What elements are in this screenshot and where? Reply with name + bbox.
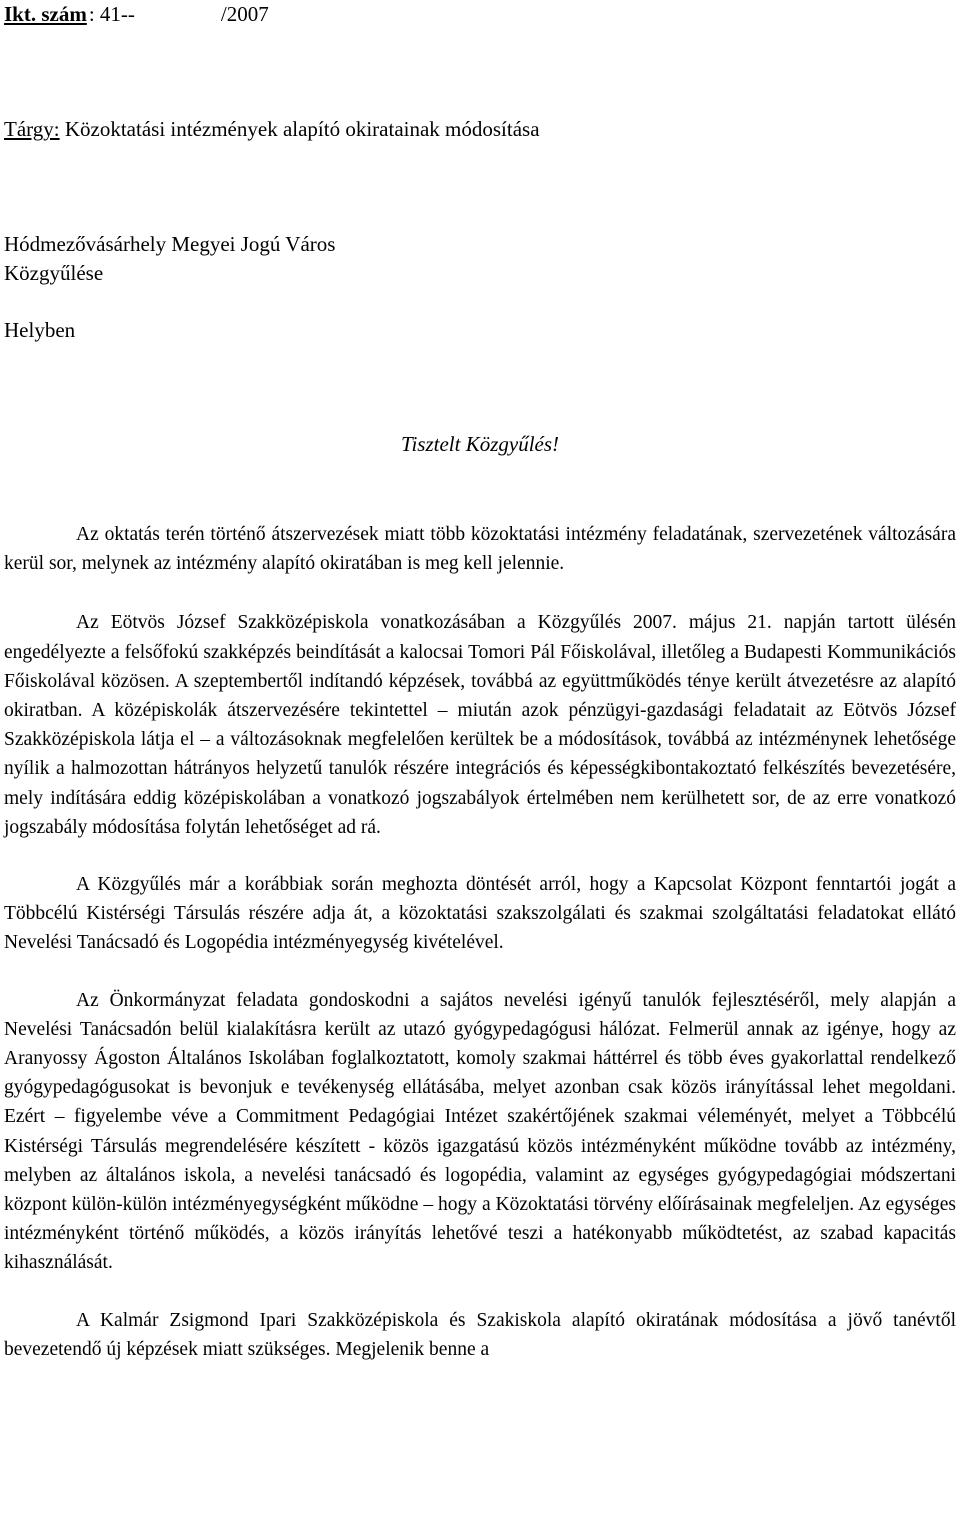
paragraph-5: A Kalmár Zsigmond Ipari Szakközépiskola és Szakiskola alapító okiratának módosítása a jövő tanévtől bevezetendő új képzések miatt szükséges. Megjelenik benne a <box>4 1309 956 1360</box>
paragraph-3: A Közgyűlés már a korábbiak során meghozta döntését arról, hogy a Kapcsolat Központ fenntartói jogát a Többcélú Kistérségi Társulás részére adja át, a közoktatási szakszolgálati és szakmai szolgáltatási feladatokat ellátó Nevelési Tanácsadó és Logopédia intézményegység kivételével. <box>4 874 956 954</box>
subject-text: Közoktatási intézmények alapító okiratainak módosítása <box>59 117 540 141</box>
addressee-line-2: Közgyűlése <box>4 261 104 285</box>
registration-number <box>4 0 269 28</box>
addressee <box>4 230 335 288</box>
paragraph-1: Az oktatás terén történő átszervezések miatt több közoktatási intézmény feladatának, szervezetének változására kerül sor, melynek az intézmény alapító okiratában is meg kell jelennie. <box>4 524 956 575</box>
paragraph-4: Az Önkormányzat feladata gondoskodni a sajátos nevelési igényű tanulók fejlesztéséről, mely alapján a Nevelési Tanácsadón belül kialakításra került az utazó gyógypedagógusi hálózat. Felmerül annak az igénye, hogy az Aranyossy Ágoston Általános Iskolában foglalkoztatott, komoly szakmai háttérrel és több éves gyakorlattal rendelkező gyógypedagógusokat is bevonjuk e tevékenység ellátásába, melyet azonban csak közös irányítással lehet megoldani. Ezért – figyelembe véve a Commitment Pedagógiai Intézet szakértőjének szakmai véleményét, melyet a Többcélú Kistérségi Társulás megrendelésére készített - közös igazgatású közös intézményként működne tovább az intézmény, melyben az általános iskola, a nevelési tanácsadó és logopédia, valamint az egységes gyógypedagógiai módszertani központ külön-külön intézményegységként működne – hogy a Közoktatási törvény előírásainak megfeleljen. Az egységes intézményként történő működés, a közös irányítás lehetővé teszi a hatékonyabb működtetést, az szabad kapacitás kihasználását. <box>4 989 956 1274</box>
salutation: Tisztelt Közgyűlés! <box>400 432 560 456</box>
subject-line <box>4 115 540 143</box>
addressee-line-1: Hódmezővásárhely Megyei Jogú Város <box>4 232 336 256</box>
registration-number-value: : 41-- <box>88 2 135 26</box>
location: Helyben <box>4 318 76 342</box>
subject-label: Tárgy: <box>4 117 60 141</box>
document-body <box>4 520 956 1392</box>
paragraph-2: Az Eötvös József Szakközépiskola vonatkozásában a Közgyűlés 2007. május 21. napján tartott ülésén engedélyezte a felsőfokú szakképzés beindítását a kalocsai Tomori Pál Főiskolával, illetőleg a Budapesti Kommunikációs Főiskolával közösen. A szeptembertől indítandó képzések, továbbá az együttműködés ténye került átvezetésre az alapító okiratban. A középiskolák átszervezésére tekintettel – miután azok pénzügyi-gazdasági feladatait az Eötvös József Szakközépiskola látja el – a változásoknak megfelelően kerültek be a módosítások, továbbá az intézménynek lehetősége nyílik a halmozottan hátrányos helyzetű tanulók részére integrációs és képességkibontakoztató felkészítés bevezetésére, mely indítására eddig középiskolában a vonatkozó jogszabályok értelmében nem kerülhetett sor, de az erre vonatkozó jogszabály módosítása folytán lehetőséget ad rá. <box>4 612 956 838</box>
registration-year: /2007 <box>220 2 269 26</box>
registration-number-label: Ikt. szám <box>4 2 87 26</box>
